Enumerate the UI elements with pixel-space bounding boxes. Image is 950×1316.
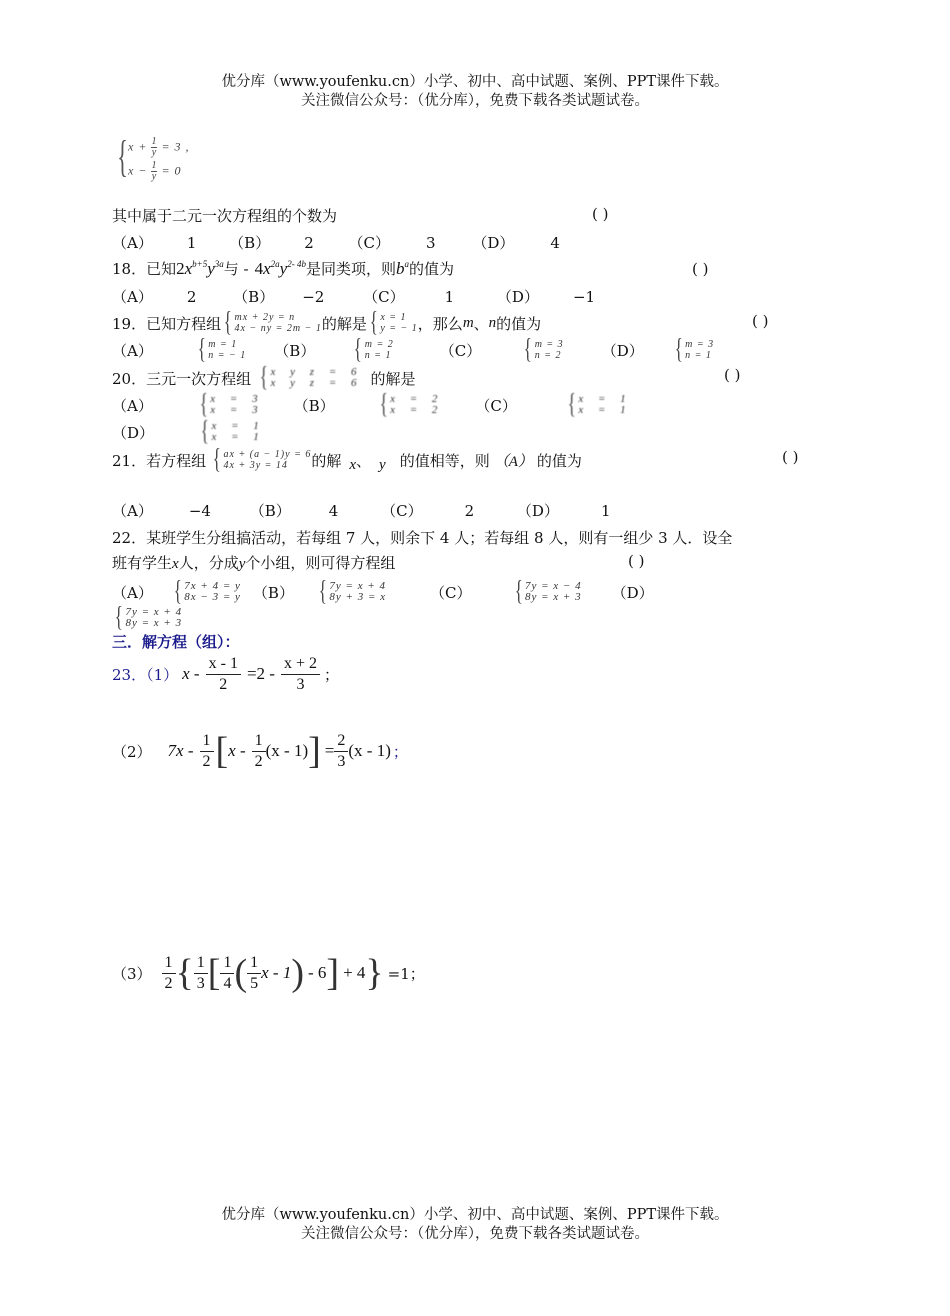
q19-options: （A） { m = 1 n = − 1 （B） { m = 2 n = 1 （C） { m = 3 n = 2 （D） { m = 3 n = 1 — [112, 334, 715, 365]
q20-system: { x y z = 6 x y z = 6 — [259, 362, 363, 393]
q17-options: （A） 1 （B） 2 （C） 3 （D） 4 — [112, 234, 560, 252]
q22-answer-paren: ( ) — [628, 552, 645, 570]
q21-options: （A） −4 （B） 4 （C） 2 （D） 1 — [112, 502, 611, 520]
section-3-title: 三．解方程（组）： — [112, 633, 240, 651]
q21-answer-paren: ( ) — [782, 448, 799, 466]
q18-stem: 18．已知$2x^{b+5}y^{3a}$与 - $4x^{2a}y^{2- 4b}$是同类项，则$b^a$的值为 — [112, 259, 454, 278]
page-header-line2: 关注微信公众号：（优分库），免费下载各类试题试卷。 — [301, 93, 649, 109]
q23-part3: （3） $\frac{1}{2}$ { $\frac{1}{3}$ [ $\frac{1}{4}$ ( $\frac{1}{5}$ x - 1 ) - 6 ] + 4 } =1； — [112, 952, 425, 994]
q22-stem-line2: 班有学生x人，分成y个小组，则可得方程组 — [112, 554, 396, 572]
page-footer-line1: 优分库（www.youfenku.cn）小学、初中、高中试题、案例、PPT课件下载。 — [221, 1207, 729, 1223]
q21-stem: 21．若方程组 { ax + (a − 1)y = 6 4x + 3y = 14 的解 x 、 y 的值相等，则 （A） 的值为 — [112, 444, 582, 475]
q20-answer-paren: ( ) — [724, 366, 741, 384]
page-footer-line2: 关注微信公众号：（优分库），免费下载各类试题试卷。 — [301, 1226, 649, 1242]
q23-part1: 23．（1） x - $\frac{x - 1}{2}$ =2 - $\frac{x + 2}{3}$ ； — [112, 654, 339, 693]
q20-options-row2: （D） { x = 1 x = 1 — [112, 416, 265, 447]
q19-solution: { x = 1 y = − 1 — [369, 307, 418, 338]
q22-stem-line1: 22．某班学生分组搞活动，若每组 7 人，则余下 4 人；若每组 8 人，则有一组少 3 人．设全 — [112, 529, 733, 547]
q18-options: （A） 2 （B） −2 （C） 1 （D） −1 — [112, 288, 596, 306]
q20-options-row1: （A） { x = 3 x = 3 （B） { x = 2 x = 2 （C） { x = 1 x = 1 — [112, 389, 632, 420]
q21-system: { ax + (a − 1)y = 6 4x + 3y = 14 — [212, 444, 312, 475]
page-header-line1: 优分库（www.youfenku.cn）小学、初中、高中试题、案例、PPT课件下载。 — [221, 74, 729, 90]
q22-options-row1: （A） { 7x + 4 = y 8x − 3 = y （B） { 7y = x + 4 8y + 3 = x （C） { 7y = x − 4 8y = x + 3 （D） — [112, 576, 654, 607]
q17-stem: 其中属于二元一次方程组的个数为 — [112, 207, 338, 225]
q18-answer-paren: ( ) — [692, 260, 709, 278]
q22-options-row2: { 7y = x + 4 8y = x + 3 — [114, 602, 183, 633]
q23-part2: （2） 7x - $\frac{1}{2}$ [ x - $\frac{1}{2}$ (x - 1) ] = $\frac{2}{3}$ (x - 1) ； — [112, 730, 408, 772]
q20-stem: 20．三元一次方程组 { x y z = 6 x y z = 6 的解是 — [112, 362, 416, 393]
q19-stem: 19．已知方程组 { mx + 2y = n 4x − ny = 2m − 1 的解是 { x = 1 y = − 1 ，那么 m 、 n 的值为 — [112, 307, 542, 338]
q17-answer-paren: ( ) — [592, 205, 609, 223]
q19-answer-paren: ( ) — [752, 312, 769, 330]
q19-system: { mx + 2y = n 4x − ny = 2m − 1 — [223, 307, 322, 338]
